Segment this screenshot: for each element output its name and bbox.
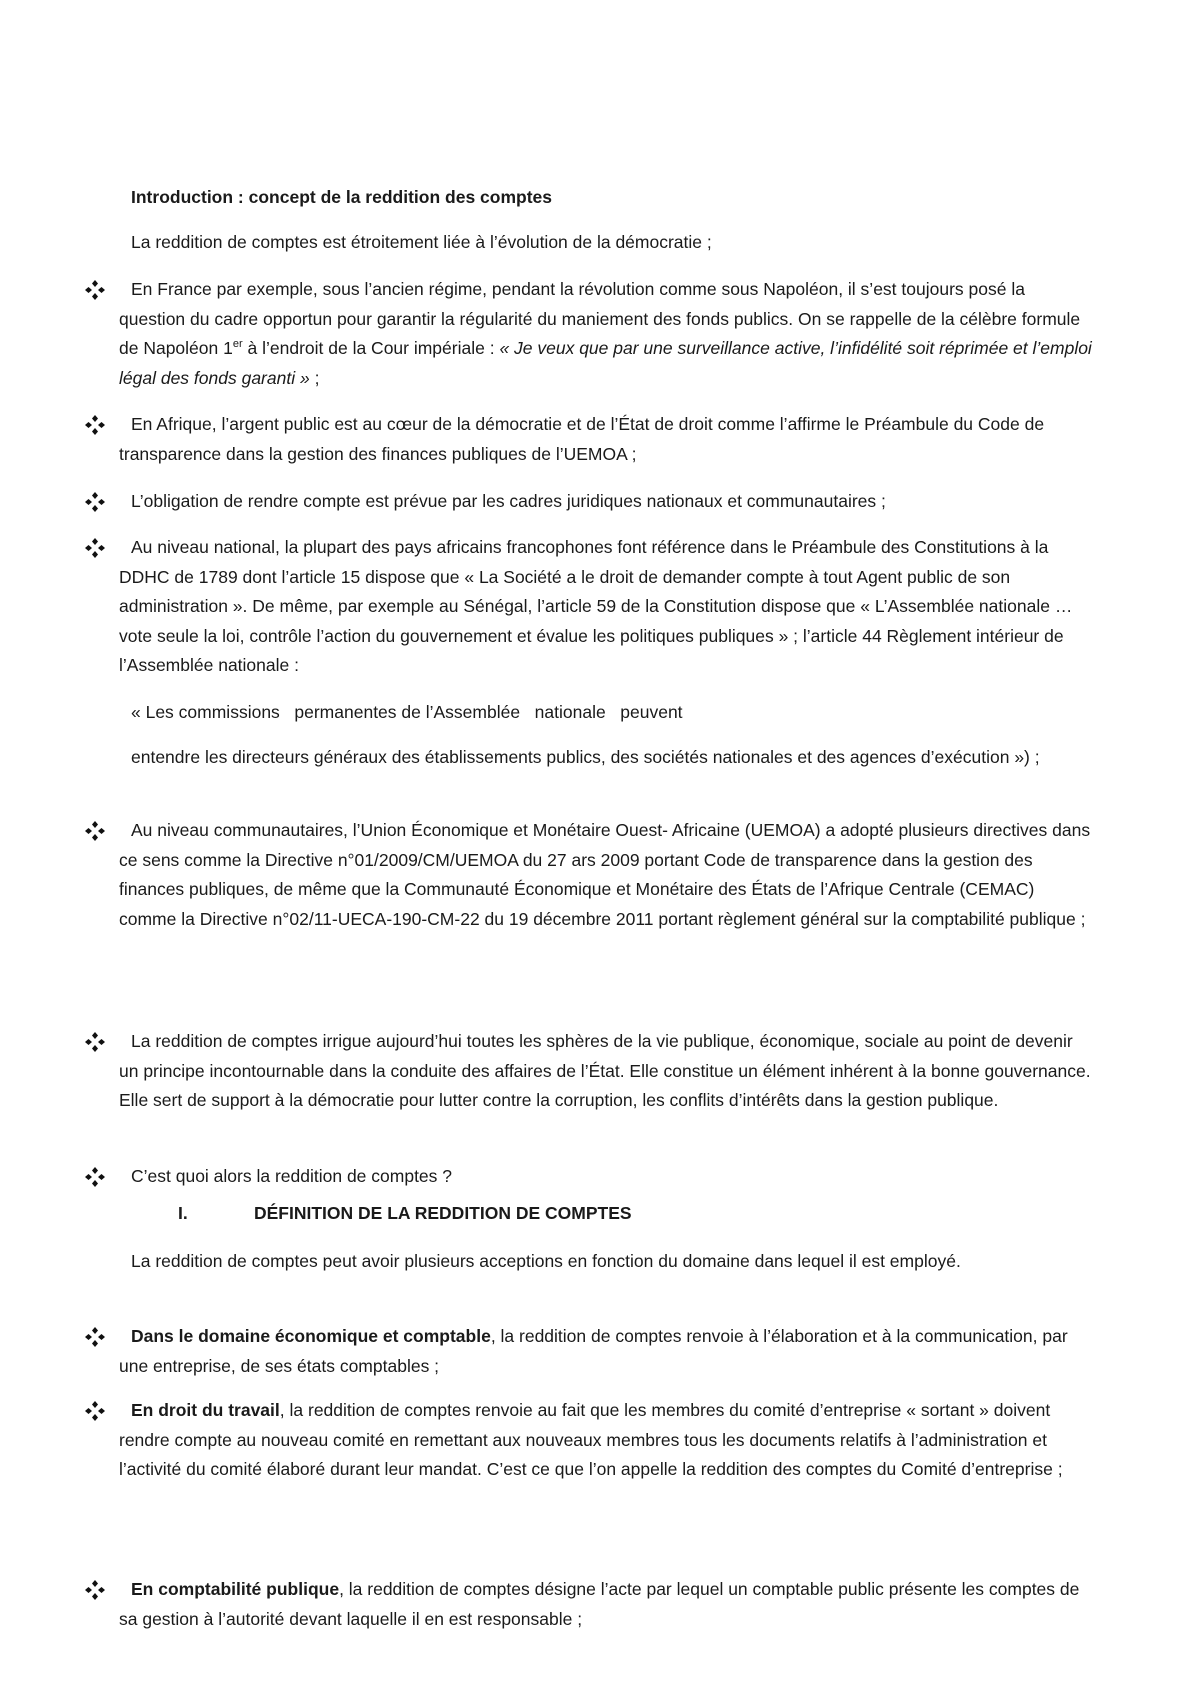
bullet-france	[83, 275, 1093, 393]
bullet-question: C’est quoi alors la reddition de comptes ?	[83, 1162, 1093, 1192]
bullet-irrigue: La reddition de comptes irrigue aujourd’hui toutes les sphères de la vie publique, économique, sociale au point de devenir un principe incontournable dans la conduite des affaires de l’État. Elle constitue un élément inhérent à la bonne gouvernance. Elle sert de support à la démocratie pour lutter contre la corruption, les conflits d’intérêts dans la gestion publique.	[83, 1027, 1093, 1116]
diamond-bullet-icon	[83, 278, 107, 302]
quote-line-1: « Les commissions permanentes de l’Assemblée nationale peuvent	[131, 702, 683, 722]
diamond-bullet-icon	[83, 490, 107, 514]
diamond-bullet-icon	[83, 413, 107, 437]
bullet-obligation: L’obligation de rendre compte est prévue par les cadres juridiques nationaux et communautaires ;	[83, 487, 1093, 517]
bullet-comptabilite-publique: En comptabilité publique, la reddition de comptes désigne l’acte par lequel un comptable public présente les comptes de sa gestion à l’autorité devant laquelle il en est responsable ;	[83, 1575, 1093, 1634]
bullet-economique: Dans le domaine économique et comptable, la reddition de comptes renvoie à l’élaboration et à la communication, par une entreprise, de ses états comptables ;	[83, 1322, 1093, 1381]
section-heading: I. DÉFINITION DE LA REDDITION DE COMPTES	[178, 1203, 632, 1223]
intro-title: Introduction : concept de la reddition des comptes	[131, 187, 553, 207]
diamond-bullet-icon	[83, 819, 107, 843]
bullet-text: En France par exemple, sous l’ancien régime, pendant la révolution comme sous Napoléon, il s’est toujours posé la question du cadre opportun pour garantir la régularité du maniement des fonds publics. On se rappelle de la célèbre formule de Napoléon 1er à l’endroit de la Cour impériale : « Je veux que par une surveillance active, l’infidélité soit réprimée et l’emploi légal des fonds garanti » ;	[119, 279, 1092, 388]
quote-line-2: entendre les directeurs généraux des établissements publics, des sociétés nationales et des agences d’exécution ») ;	[131, 747, 1040, 767]
intro-line: La reddition de comptes est étroitement liée à l’évolution de la démocratie ;	[131, 232, 712, 252]
diamond-bullet-icon	[83, 1399, 107, 1423]
diamond-bullet-icon	[83, 1030, 107, 1054]
bullet-communautaire: Au niveau communautaires, l’Union Économique et Monétaire Ouest- Africaine (UEMOA) a adopté plusieurs directives dans ce sens comme la Directive n°01/2009/CM/UEMOA du 27 ars 2009 portant Code de transparence dans la gestion des finances publiques, de même que la Communauté Économique et Monétaire des États de l’Afrique Centrale (CEMAC) comme la Directive n°02/11-UECA-190-CM-22 du 19 décembre 2011 portant règlement général sur la comptabilité publique ;	[83, 816, 1093, 934]
diamond-bullet-icon	[83, 1165, 107, 1189]
definition-intro: La reddition de comptes peut avoir plusieurs acceptions en fonction du domaine dans lequel il est employé.	[131, 1251, 961, 1271]
diamond-bullet-icon	[83, 536, 107, 560]
bullet-droit-travail: En droit du travail, la reddition de comptes renvoie au fait que les membres du comité d’entreprise « sortant » doivent rendre compte au nouveau comité en remettant aux nouveaux membres tous les documents relatifs à l’administration et l’activité du comité élaboré durant leur mandat. C’est ce que l’on appelle la reddition des comptes du Comité d’entreprise ;	[83, 1396, 1093, 1485]
bullet-afrique: En Afrique, l’argent public est au cœur de la démocratie et de l’État de droit comme l’affirme le Préambule du Code de transparence dans la gestion des finances publiques de l’UEMOA ;	[83, 410, 1093, 469]
diamond-bullet-icon	[83, 1578, 107, 1602]
bullet-niveau-national: Au niveau national, la plupart des pays africains francophones font référence dans le Préambule des Constitutions à la DDHC de 1789 dont l’article 15 dispose que « La Société a le droit de demander compte à tout Agent public de son administration ». De même, par exemple au Sénégal, l’article 59 de la Constitution dispose que « L’Assemblée nationale … vote seule la loi, contrôle l’action du gouvernement et évalue les politiques publiques » ; l’article 44 Règlement intérieur de l’Assemblée nationale :	[83, 533, 1093, 681]
diamond-bullet-icon	[83, 1325, 107, 1349]
